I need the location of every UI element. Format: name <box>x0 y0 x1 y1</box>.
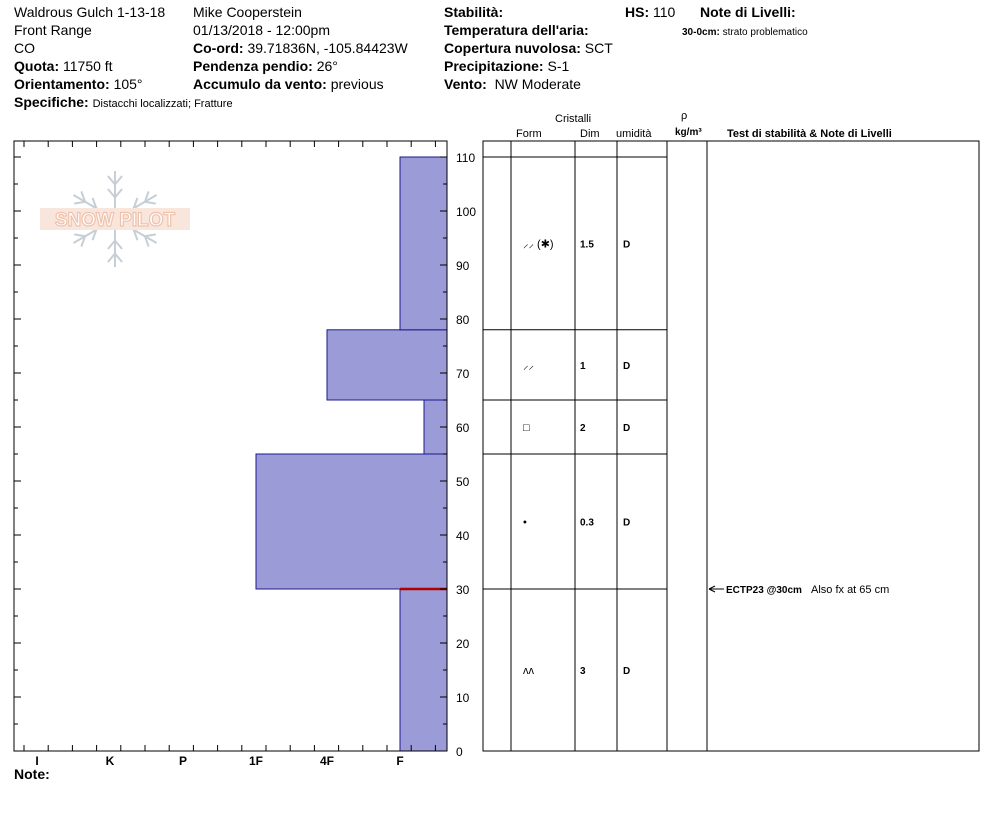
y-tick-label: 50 <box>456 475 470 489</box>
x-tick-label: F <box>396 754 404 768</box>
y-tick-label: 70 <box>456 367 470 381</box>
aspect-value: 105° <box>113 76 143 92</box>
observer: Mike Cooperstein <box>193 4 302 20</box>
moisture-header: umidità <box>616 128 652 140</box>
y-tick-label: 40 <box>456 529 470 543</box>
layer-grain-size: 2 <box>580 423 586 434</box>
elevation-value: 11750 ft <box>63 58 113 74</box>
layer-grain-form: ⸝⸝ (✱) <box>523 238 554 251</box>
snowflake-branch <box>115 176 122 184</box>
sky-value: SCT <box>584 40 613 56</box>
x-tick-label: K <box>105 754 115 768</box>
layer-notes-label: Note di Livelli: <box>700 4 796 20</box>
hs-value: 110 <box>653 4 676 20</box>
snowflake-branch <box>115 241 122 249</box>
y-tick-label: 100 <box>456 205 477 219</box>
snowflake-branch <box>74 234 85 236</box>
y-tick-label: 60 <box>456 421 470 435</box>
layer-note-depth: 30-0cm: <box>682 27 720 38</box>
snowflake-branch <box>108 241 115 249</box>
hardness-bar <box>256 454 447 589</box>
snowflake-branch <box>145 234 156 236</box>
precip-label: Precipitazione: <box>444 58 544 74</box>
table-frame <box>483 141 979 751</box>
hs-label: HS: <box>625 4 650 20</box>
y-tick-label: 30 <box>456 583 470 597</box>
air-temp-label: Temperatura dell'aria: <box>444 22 589 38</box>
y-tick-label: 90 <box>456 259 470 273</box>
layer-note-text: strato problematico <box>722 27 808 38</box>
site-name: Waldrous Gulch 1-13-18 <box>14 4 166 20</box>
wind-load-value: previous <box>330 76 384 92</box>
hardness-bar <box>400 589 447 751</box>
test-note: Also fx at 65 cm <box>811 584 890 596</box>
test-result: ECTP23 @30cm <box>726 585 802 596</box>
tests-header: Test di stabilità & Note di Livelli <box>727 128 892 140</box>
crystals-header: Cristalli <box>555 113 592 125</box>
snowflake-branch <box>115 254 122 262</box>
x-tick-label: 1F <box>248 754 264 768</box>
y-tick-label: 110 <box>456 151 476 165</box>
rho-header: ρ <box>681 110 688 122</box>
snowflake-branch <box>115 189 122 197</box>
layer-grain-form: □ <box>523 422 530 434</box>
snowflake-branch <box>108 254 115 262</box>
specifics-value: Distacchi localizzati; Fratture <box>92 98 233 110</box>
size-header: Dim <box>580 128 600 140</box>
datetime: 01/13/2018 - 12:00pm <box>193 22 330 38</box>
layer-grain-size: 3 <box>580 666 586 677</box>
snowflake-branch <box>74 202 85 204</box>
layer-moisture: D <box>623 423 631 434</box>
layer-grain-size: 1 <box>580 360 586 372</box>
watermark-text: SNOW PILOT <box>54 210 176 231</box>
wind-load-label: Accumulo da vento: <box>193 76 327 92</box>
hardness-bar <box>400 157 447 330</box>
snowflake-branch <box>145 202 156 204</box>
layer-grain-form: • <box>523 516 527 529</box>
y-tick-label: 20 <box>456 637 470 651</box>
notes-label: Note: <box>14 766 50 782</box>
hardness-bars <box>256 157 447 751</box>
layer-moisture: D <box>623 360 631 372</box>
layer-moisture: D <box>623 239 631 251</box>
y-tick-label: 80 <box>456 313 470 327</box>
specifics-label: Specifiche: <box>14 94 89 110</box>
layer-moisture: D <box>623 517 631 529</box>
precip-value: S-1 <box>547 58 570 74</box>
x-tick-label: I <box>35 754 39 768</box>
snowpilot-watermark <box>40 171 190 267</box>
snowflake-branch <box>108 189 115 197</box>
density-unit-header: kg/m³ <box>675 127 702 138</box>
y-tick-label: 10 <box>456 691 470 705</box>
hardness-bar <box>327 330 447 400</box>
slope-value: 26° <box>316 58 338 74</box>
layer-table <box>483 141 979 751</box>
elevation-label: Quota: <box>14 58 60 74</box>
x-tick-label: 4F <box>319 754 335 768</box>
coord-label: Co-ord: <box>193 40 244 56</box>
hardness-plot-frame <box>14 141 447 751</box>
stability-label: Stabilità: <box>444 4 504 20</box>
wind-value: NW Moderate <box>494 76 581 92</box>
coord-value: 39.71836N, -105.84423W <box>247 40 408 56</box>
snowflake-branch <box>108 176 115 184</box>
y-tick-label: 0 <box>456 745 463 759</box>
layer-grain-size: 0.3 <box>580 517 594 529</box>
layer-moisture: D <box>623 666 631 677</box>
sky-label: Copertura nuvolosa: <box>444 40 581 56</box>
state: CO <box>14 40 35 56</box>
layer-grain-size: 1.5 <box>580 239 594 251</box>
mountain-range: Front Range <box>14 22 92 38</box>
slope-label: Pendenza pendio: <box>193 58 313 74</box>
layer-grain-form: ʌʌ <box>523 665 534 677</box>
layer-grain-form: ⸝⸝ <box>523 359 534 372</box>
wind-label: Vento: <box>444 76 487 92</box>
x-tick-label: P <box>178 754 188 768</box>
form-header: Form <box>516 128 542 140</box>
aspect-label: Orientamento: <box>14 76 110 92</box>
